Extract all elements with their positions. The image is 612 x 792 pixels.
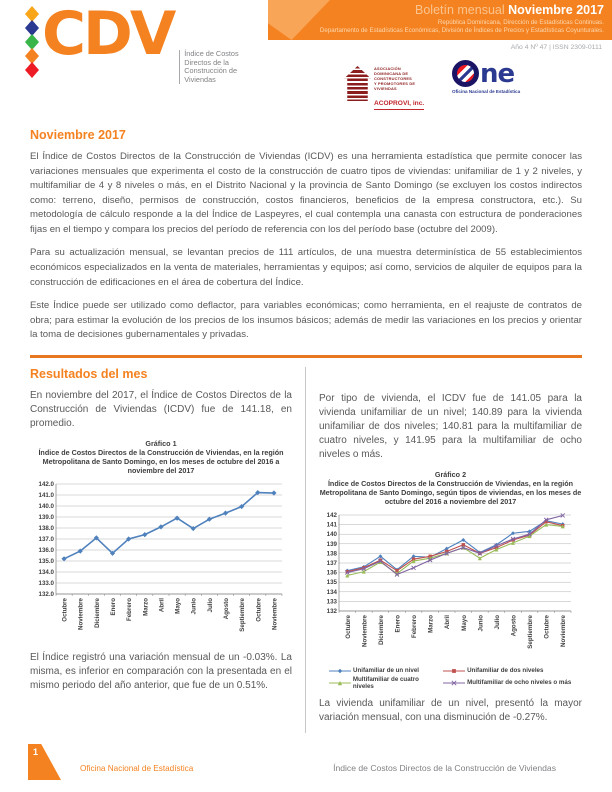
svg-text:Octubre: Octubre (255, 597, 263, 622)
legend-item (443, 676, 572, 690)
svg-text:139.0: 139.0 (38, 513, 54, 521)
footer-document-title: Índice de Costos Directos de la Construcción de Viviendas (333, 763, 556, 773)
section-divider (30, 355, 582, 358)
banner-subtitle-2: Departamento de Estadísticas Económicas, División de Índices de Precios y Estadísticas Coyunturales. (319, 27, 604, 35)
one-logo (452, 60, 520, 94)
icdv-logo (24, 0, 239, 84)
legend-label: Multifamiliar de cuatro niveles (352, 675, 419, 690)
one-acronym: ne (480, 58, 515, 89)
legend-label: Unifamiliar de dos niveles (467, 667, 544, 675)
results-columns (30, 367, 582, 733)
intro-heading: Noviembre 2017 (30, 128, 126, 142)
svg-text:138: 138 (326, 550, 337, 558)
icdv-tagline (179, 50, 238, 84)
svg-text:Mayo: Mayo (174, 597, 182, 614)
svg-text:Febrero: Febrero (411, 614, 419, 638)
icdv-acronym: CDV (42, 0, 174, 69)
svg-text:137.0: 137.0 (38, 535, 54, 543)
svg-text:Noviembre: Noviembre (77, 597, 85, 630)
svg-text:Junio: Junio (477, 614, 485, 632)
svg-text:133.0: 133.0 (38, 579, 54, 587)
svg-text:Marzo: Marzo (427, 614, 435, 633)
icdv-tagline-line: Construcción de (184, 66, 238, 76)
legend-item (329, 676, 441, 690)
grafico1-title: Gráfico 1 (145, 438, 177, 448)
svg-text:Agosto: Agosto (223, 597, 230, 619)
acoprovi-line: DOMINICANA DE (374, 71, 409, 77)
svg-text:Noviembre: Noviembre (271, 597, 279, 630)
icdv-tagline-line: Índice de Costos (184, 49, 239, 58)
svg-text:Junio: Junio (190, 597, 198, 615)
grafico1-header (30, 439, 292, 476)
results-right-paragraph-2: La vivienda unifamiliar de un nivel, presentó la mayor variación mensual, con una disminución de -0.27%. (319, 697, 582, 723)
acoprovi-line: VIVIENDAS (374, 86, 397, 92)
legend-item (329, 667, 441, 675)
svg-text:140.0: 140.0 (38, 502, 54, 510)
svg-text:140: 140 (326, 530, 337, 538)
svg-text:141.0: 141.0 (38, 491, 54, 499)
svg-text:142: 142 (326, 511, 337, 519)
svg-text:Octubre: Octubre (344, 614, 352, 639)
legend-marker-icon (329, 679, 351, 687)
svg-text:Julio: Julio (206, 597, 214, 613)
svg-text:Agosto: Agosto (510, 614, 518, 636)
banner-subtitle-1: República Dominicana, Dirección de Estadísticas Continuas. (437, 19, 604, 26)
acoprovi-house-icon (344, 66, 371, 101)
svg-text:134.0: 134.0 (38, 568, 54, 576)
page-content (30, 128, 582, 733)
svg-text:132.0: 132.0 (38, 590, 54, 598)
legend-label: Multifamiliar de ocho niveles o más (467, 679, 572, 687)
results-left-paragraph-1: En noviembre del 2017, el Índice de Costos Directos de la Construcción de Viviendas (ICDV) fue de 141.18, en promedio. (30, 389, 292, 429)
svg-text:137: 137 (326, 559, 337, 567)
one-circle-icon (452, 60, 479, 87)
legend-marker-icon (329, 667, 351, 675)
icdv-tagline-line: Viviendas (184, 74, 216, 84)
svg-text:136: 136 (326, 569, 337, 577)
intro-paragraph-2: Para su actualización mensual, se levantan precios de 111 artículos, de una muestra determinística de 55 establecimientos económicos especializados en la venta de materiales, herramientas y equipos; así como, servicios de alquiler de equipos para la construcción de edificaciones en el área de cobertura del Índice. (30, 247, 582, 288)
svg-text:138.0: 138.0 (38, 524, 54, 532)
results-left-column (30, 367, 306, 733)
results-left-paragraph-2: El Índice registró una variación mensual de un -0.03%. La misma, es inferior en comparación con la presentada en el mismo periodo del año anterior, que fue de un 0.51%. (30, 651, 292, 691)
acoprovi-line: ASOCIACIÓN (374, 66, 401, 71)
acoprovi-name: ACOPROVI, inc. (374, 100, 424, 110)
svg-text:Diciembre: Diciembre (377, 614, 385, 645)
grafico2-subtitle: Índice de Costos Directos de la Construcción de Viviendas, en la región Metropolitana de Santo Domingo, según tipos de viviendas, en los meses de octubre del 2016 a noviembre del 2017 (319, 478, 582, 507)
svg-text:Octubre: Octubre (61, 597, 69, 622)
acoprovi-line: CONSTRUCTORES (374, 76, 412, 82)
acoprovi-logo (344, 66, 424, 112)
grafico2-legend (319, 667, 582, 690)
svg-text:Diciembre: Diciembre (93, 597, 101, 628)
legend-label: Unifamiliar de un nivel (353, 667, 420, 675)
grafico1-subtitle: Índice de Costos Directos de la Construcción de Viviendas, en la región Metropolitana de Santo Domingo, en los meses de octubre del 2016 a noviembre del 2017 (38, 447, 284, 476)
svg-text:135.0: 135.0 (38, 557, 54, 565)
page-number: 1 (33, 747, 39, 757)
icdv-tagline-line: Directos de la (184, 57, 229, 67)
svg-text:Febrero: Febrero (126, 597, 134, 621)
icdv-i-mosaic-icon (24, 6, 40, 80)
results-heading: Resultados del mes (30, 366, 148, 381)
bulletin-title (320, 3, 604, 18)
svg-text:Abril: Abril (158, 597, 166, 612)
svg-text:Enero: Enero (394, 614, 402, 633)
bulletin-month: Noviembre 2017 (508, 3, 604, 17)
svg-text:Abril: Abril (444, 614, 452, 629)
grafico1-chart (30, 478, 292, 651)
results-right-paragraph-1: Por tipo de vivienda, el ICDV fue de 141.05 para la vivienda unifamiliar de un nivel; 140.89 para la vivienda unifamiliar de dos niveles; 140.81 para la multifamiliar de cuatro niveles, y 141.95 para la multifamiliar de ocho niveles o más. (319, 392, 582, 460)
svg-text:Marzo: Marzo (142, 597, 150, 616)
svg-text:142.0: 142.0 (38, 480, 54, 488)
intro-paragraph-3: Este Índice puede ser utilizado como deflactor, para variables económicas; como herramienta, en el reajuste de contratos de obra; para estimar la evolución de los precios de los insumos básicos; además de medir las variaciones en los precios y orientar la toma de decisiones gubernamentales y privadas. (30, 300, 582, 341)
legend-marker-icon (443, 679, 465, 687)
footer-institution: Oficina Nacional de Estadística (80, 764, 194, 773)
svg-text:Septiembre: Septiembre (239, 597, 247, 632)
bulletin-pre-title: Boletín mensual (415, 3, 509, 17)
svg-text:133: 133 (326, 598, 337, 606)
svg-text:139: 139 (326, 540, 337, 548)
grafico2-header (319, 470, 582, 507)
results-right-column (306, 367, 582, 733)
svg-text:Octubre: Octubre (543, 614, 551, 639)
svg-text:Noviembre: Noviembre (560, 614, 568, 647)
svg-text:135: 135 (326, 578, 337, 586)
svg-text:132: 132 (326, 607, 337, 615)
legend-item (443, 667, 572, 675)
one-caption: Oficina Nacional de Estadística (452, 89, 521, 94)
svg-text:Enero: Enero (110, 597, 117, 616)
grafico2-chart (319, 509, 582, 666)
banner-text (320, 3, 604, 35)
svg-text:Noviembre: Noviembre (361, 614, 369, 647)
acoprovi-text (374, 66, 424, 112)
grafico2-title: Gráfico 2 (434, 469, 467, 479)
legend-marker-icon (443, 667, 465, 675)
svg-text:Julio: Julio (493, 614, 501, 630)
header-banner (268, 0, 612, 40)
acoprovi-line: Y PROMOTORES DE (374, 81, 416, 87)
svg-text:134: 134 (326, 588, 337, 596)
intro-paragraph-1: El Índice de Costos Directos de la Construcción de Viviendas (ICDV) es una herramienta estadística que permite conocer las variaciones mensuales que experimenta el costo de la construcción de cuatro tipos de viviendas: unifamiliar de 1 y 2 niveles, y multifamiliar de 4 y 8 niveles o más, en el Distrito Nacional y la provincia de Santo Domingo (se excluyen los costos indirectos como: terreno, diseño, permisos de construcción, costos financieros, beneficios de la empresa constructora, etc.). Su metodología de cálculo responde a la del Índice de Laspeyres, el cual contempla una canasta con estructura de ponderaciones fijas en el tiempo y compara los precios del período de referencia con los del período base (octubre del 2009). (30, 151, 582, 235)
svg-text:141: 141 (326, 521, 337, 529)
svg-text:Mayo: Mayo (460, 614, 468, 631)
svg-text:136.0: 136.0 (38, 546, 54, 554)
svg-text:Septiembre: Septiembre (527, 614, 535, 649)
issue-number: Año 4 Nº 47 | ISSN 2309-0111 (510, 44, 602, 51)
